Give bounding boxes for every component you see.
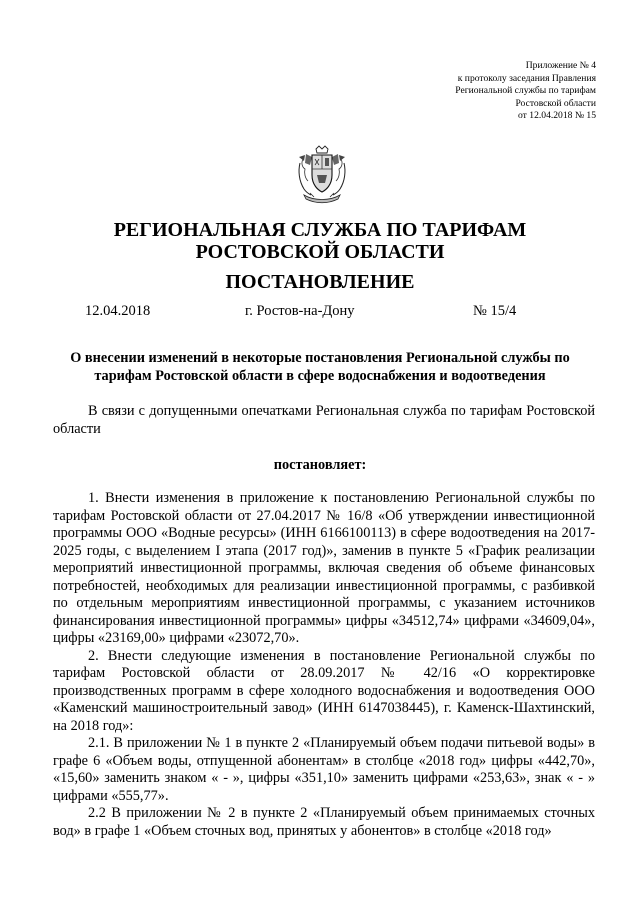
body-paragraph-2-2: 2.2 В приложении № 2 в пункте 2 «Планируемый объем принимаемых сточных вод» в графе 1 «Объем сточных вод, принятых у абонентов» в столбце «2018 год» (53, 805, 595, 839)
appendix-note (455, 60, 596, 123)
resolves-heading: постановляет: (273, 457, 367, 473)
appendix-line: к протоколу заседания Правления (457, 72, 596, 84)
document-number: № 15/4 (473, 303, 517, 319)
document-body (53, 490, 595, 840)
appendix-line: Приложение № 4 (525, 60, 596, 71)
body-paragraph-2-1: 2.1. В приложении № 1 в пункте 2 «Планируемый объем подачи питьевой воды» в графе 6 «Объем воды, отпущенной абонентам» в столбце «2018 год» цифры «442,70», «15,60» заменить знаком « - », цифры «351,10» заменить цифрами «253,63», знак « - » цифрами «555,77». (53, 735, 595, 804)
document-city: г. Ростов-на-Дону (245, 303, 355, 319)
appendix-line: от 12.04.2018 № 15 (518, 110, 596, 122)
body-paragraph-1: 1. Внести изменения в приложение к постановлению Региональной службы по тарифам Ростовской области от 27.04.2017 № 16/8 «Об утверждении инвестиционной программы ООО «Водные ресурсы» (ИНН 6166100113) в сфере водоотведения на 2017-2025 годы, с выделением I этапа (2017 год)», заменив в пункте 5 «График реализации мероприятий инвестиционной программы, включая сведения об объеме финансовых потребностей, необходимых для реализации инвестиционной программы, с разбивкой по отдельным мероприятиям инвестиционной программы, с указанием источников финансирования инвестиционной программы» цифры «34512,74» цифрами «34609,04», цифры «23169,00» цифрами «23072,70». (53, 490, 595, 646)
organization-title (0, 219, 640, 263)
intro-text: В связи с допущенными опечатками Региональная служба по тарифам Ростовской области (53, 403, 595, 437)
appendix-line: Региональной службы по тарифам (455, 85, 596, 97)
organization-title-line: РОСТОВСКОЙ ОБЛАСТИ (195, 241, 445, 263)
body-paragraph-2: 2. Внести следующие изменения в постановление Региональной службы по тарифам Ростовской области от 28.09.2017 № 42/16 «О корректировке производственных программ в сфере холодного водоснабжения и водоотведения ООО «Каменский машиностроительный завод» (ИНН 6147038445), г. Каменск-Шахтинский, на 2018 год»: (53, 647, 595, 734)
appendix-line: Ростовской области (515, 97, 596, 109)
organization-title-line: РЕГИОНАЛЬНАЯ СЛУЖБА ПО ТАРИФАМ (113, 219, 527, 241)
document-type-title: ПОСТАНОВЛЕНИЕ (225, 271, 415, 293)
coat-of-arms-emblem (296, 145, 348, 205)
document-date: 12.04.2018 (85, 303, 151, 319)
intro-paragraph (53, 403, 595, 438)
document-subject: О внесении изменений в некоторые постановления Региональной службы по тарифам Ростовской области в сфере водоснабжения и водоотведения (70, 350, 570, 384)
